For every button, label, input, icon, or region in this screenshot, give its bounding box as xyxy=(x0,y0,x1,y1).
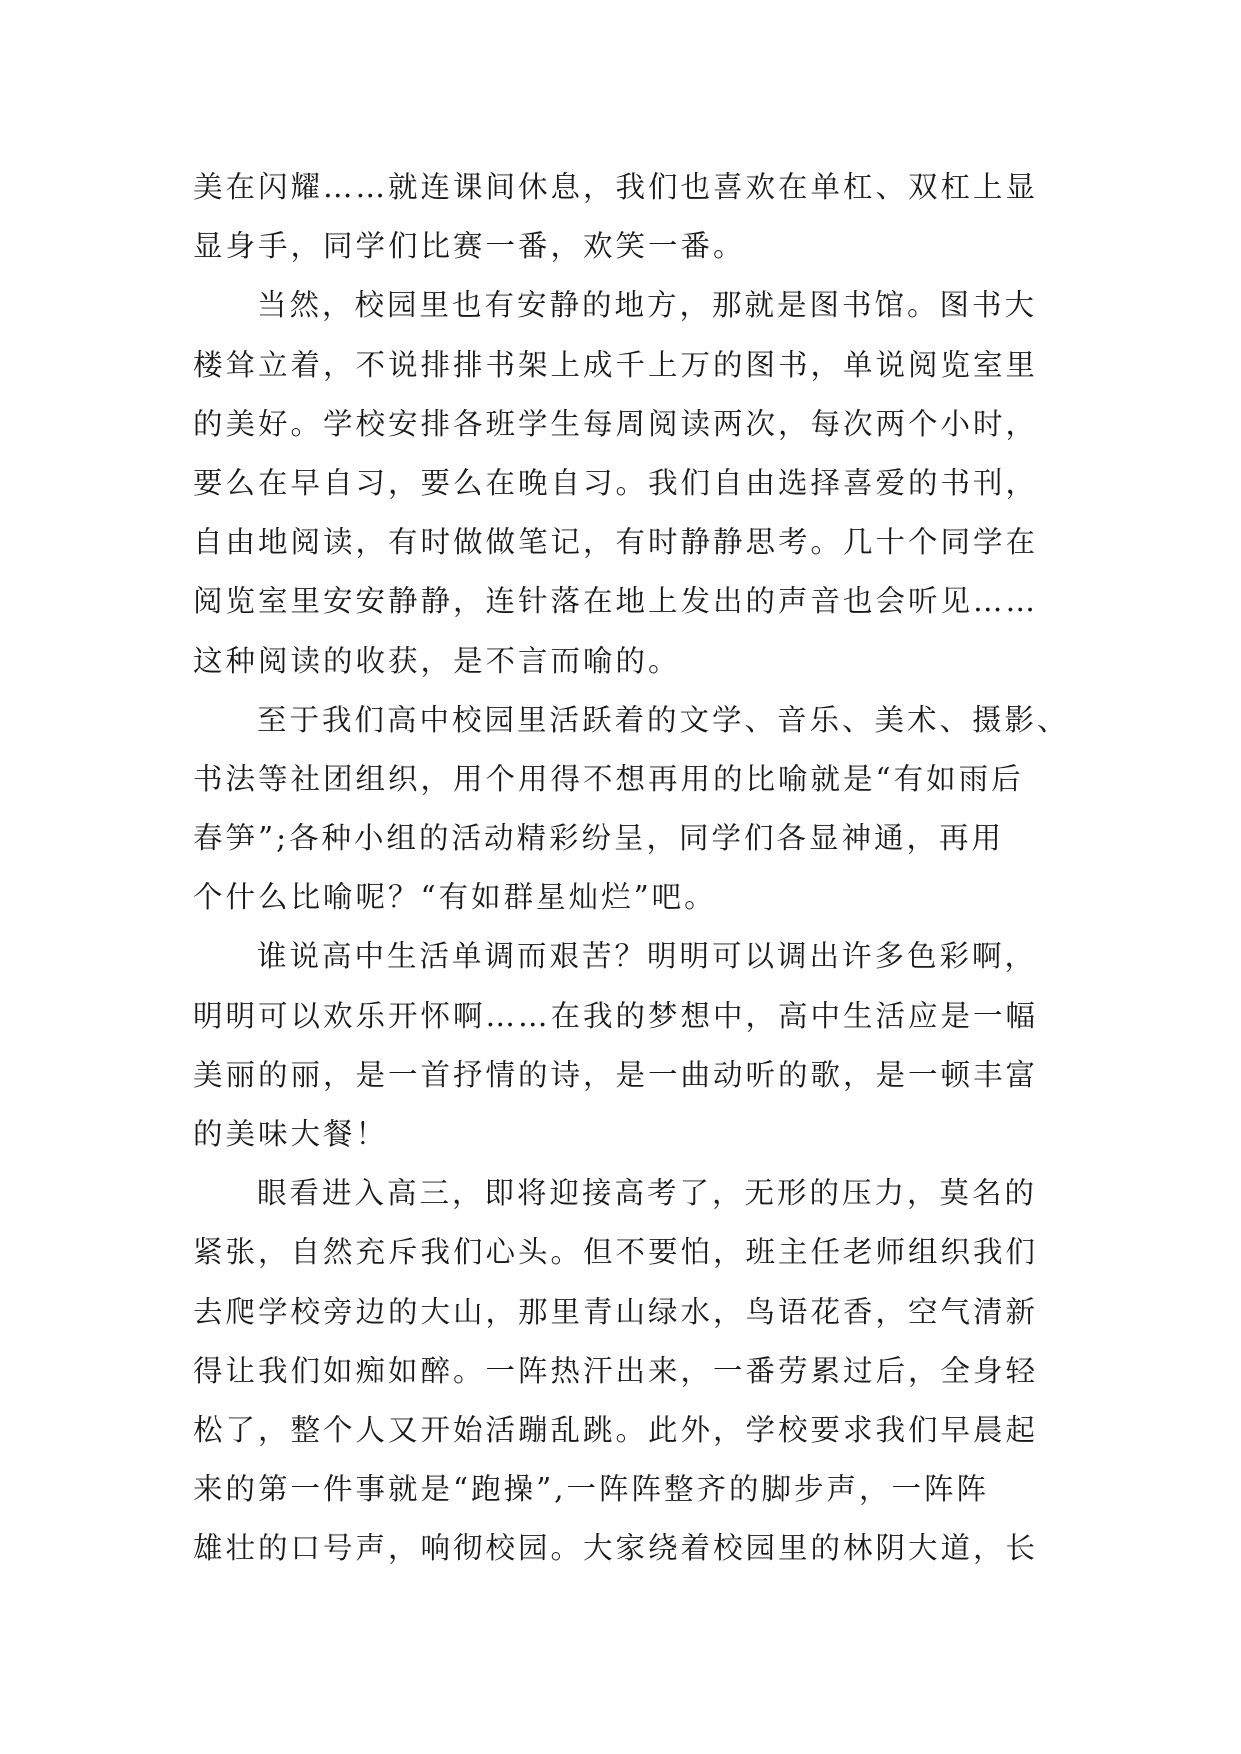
paragraph-start-line: 眼看进入高三，即将迎接高考了，无形的压力，莫名的 xyxy=(257,1176,1038,1211)
text-line: 去爬学校旁边的大山，那里青山绿水，鸟语花香，空气清新 xyxy=(193,1294,1039,1329)
text-line: 楼耸立着，不说排排书架上成千上万的图书，单说阅览室里 xyxy=(193,347,1039,382)
text-line: 来的第一件事就是“跑操”,一阵阵整齐的脚步声，一阵阵 xyxy=(193,1472,990,1507)
text-line: 要么在早自习，要么在晚自习。我们自由选择喜爱的书刊， xyxy=(193,465,1039,500)
text-line: 春笋”;各种小组的活动精彩纷呈，同学们各显神通，再用 xyxy=(193,821,1005,856)
text-line: 的美好。学校安排各班学生每周阅读两次，每次两个小时， xyxy=(193,406,1039,441)
text-line: 得让我们如痴如醉。一阵热汗出来，一番劳累过后，全身轻 xyxy=(193,1353,1039,1388)
paragraph-start-line: 至于我们高中校园里活跃着的文学、音乐、美术、摄影、 xyxy=(257,702,1070,737)
text-line: 阅览室里安安静静，连针落在地上发出的声音也会听见…… xyxy=(193,584,1039,619)
text-line: 美在闪耀……就连课间休息，我们也喜欢在单杠、双杠上显 xyxy=(193,170,1039,204)
text-line: 这种阅读的收获，是不言而喻的。 xyxy=(193,643,681,678)
text-line: 美丽的丽，是一首抒情的诗，是一曲动听的歌，是一顿丰富 xyxy=(193,1057,1039,1092)
text-line: 松了，整个人又开始活蹦乱跳。此外，学校要求我们早晨起 xyxy=(193,1412,1039,1447)
text-line: 个什么比喻呢？“有如群星灿烂”吧。 xyxy=(193,880,717,915)
text-line: 的美味大餐！ xyxy=(193,1117,389,1151)
text-line: 雄壮的口号声，响彻校园。大家绕着校园里的林阴大道，长 xyxy=(193,1531,1039,1566)
text-line: 书法等社团组织，用个用得不想再用的比喻就是“有如雨后 xyxy=(193,761,1024,796)
text-line: 显身手，同学们比赛一番，欢笑一番。 xyxy=(193,229,746,264)
paragraph-start-line: 当然，校园里也有安静的地方，那就是图书馆。图书大 xyxy=(257,288,1038,323)
text-line: 紧张，自然充斥我们心头。但不要怕，班主任老师组织我们 xyxy=(193,1235,1039,1270)
paragraph-start-line: 谁说高中生活单调而艰苦？明明可以调出许多色彩啊， xyxy=(257,939,1038,974)
text-line: 自由地阅读，有时做做笔记，有时静静思考。几十个同学在 xyxy=(193,525,1039,560)
text-line: 明明可以欢乐开怀啊……在我的梦想中，高中生活应是一幅 xyxy=(193,998,1039,1033)
essay-body xyxy=(193,158,1070,1579)
